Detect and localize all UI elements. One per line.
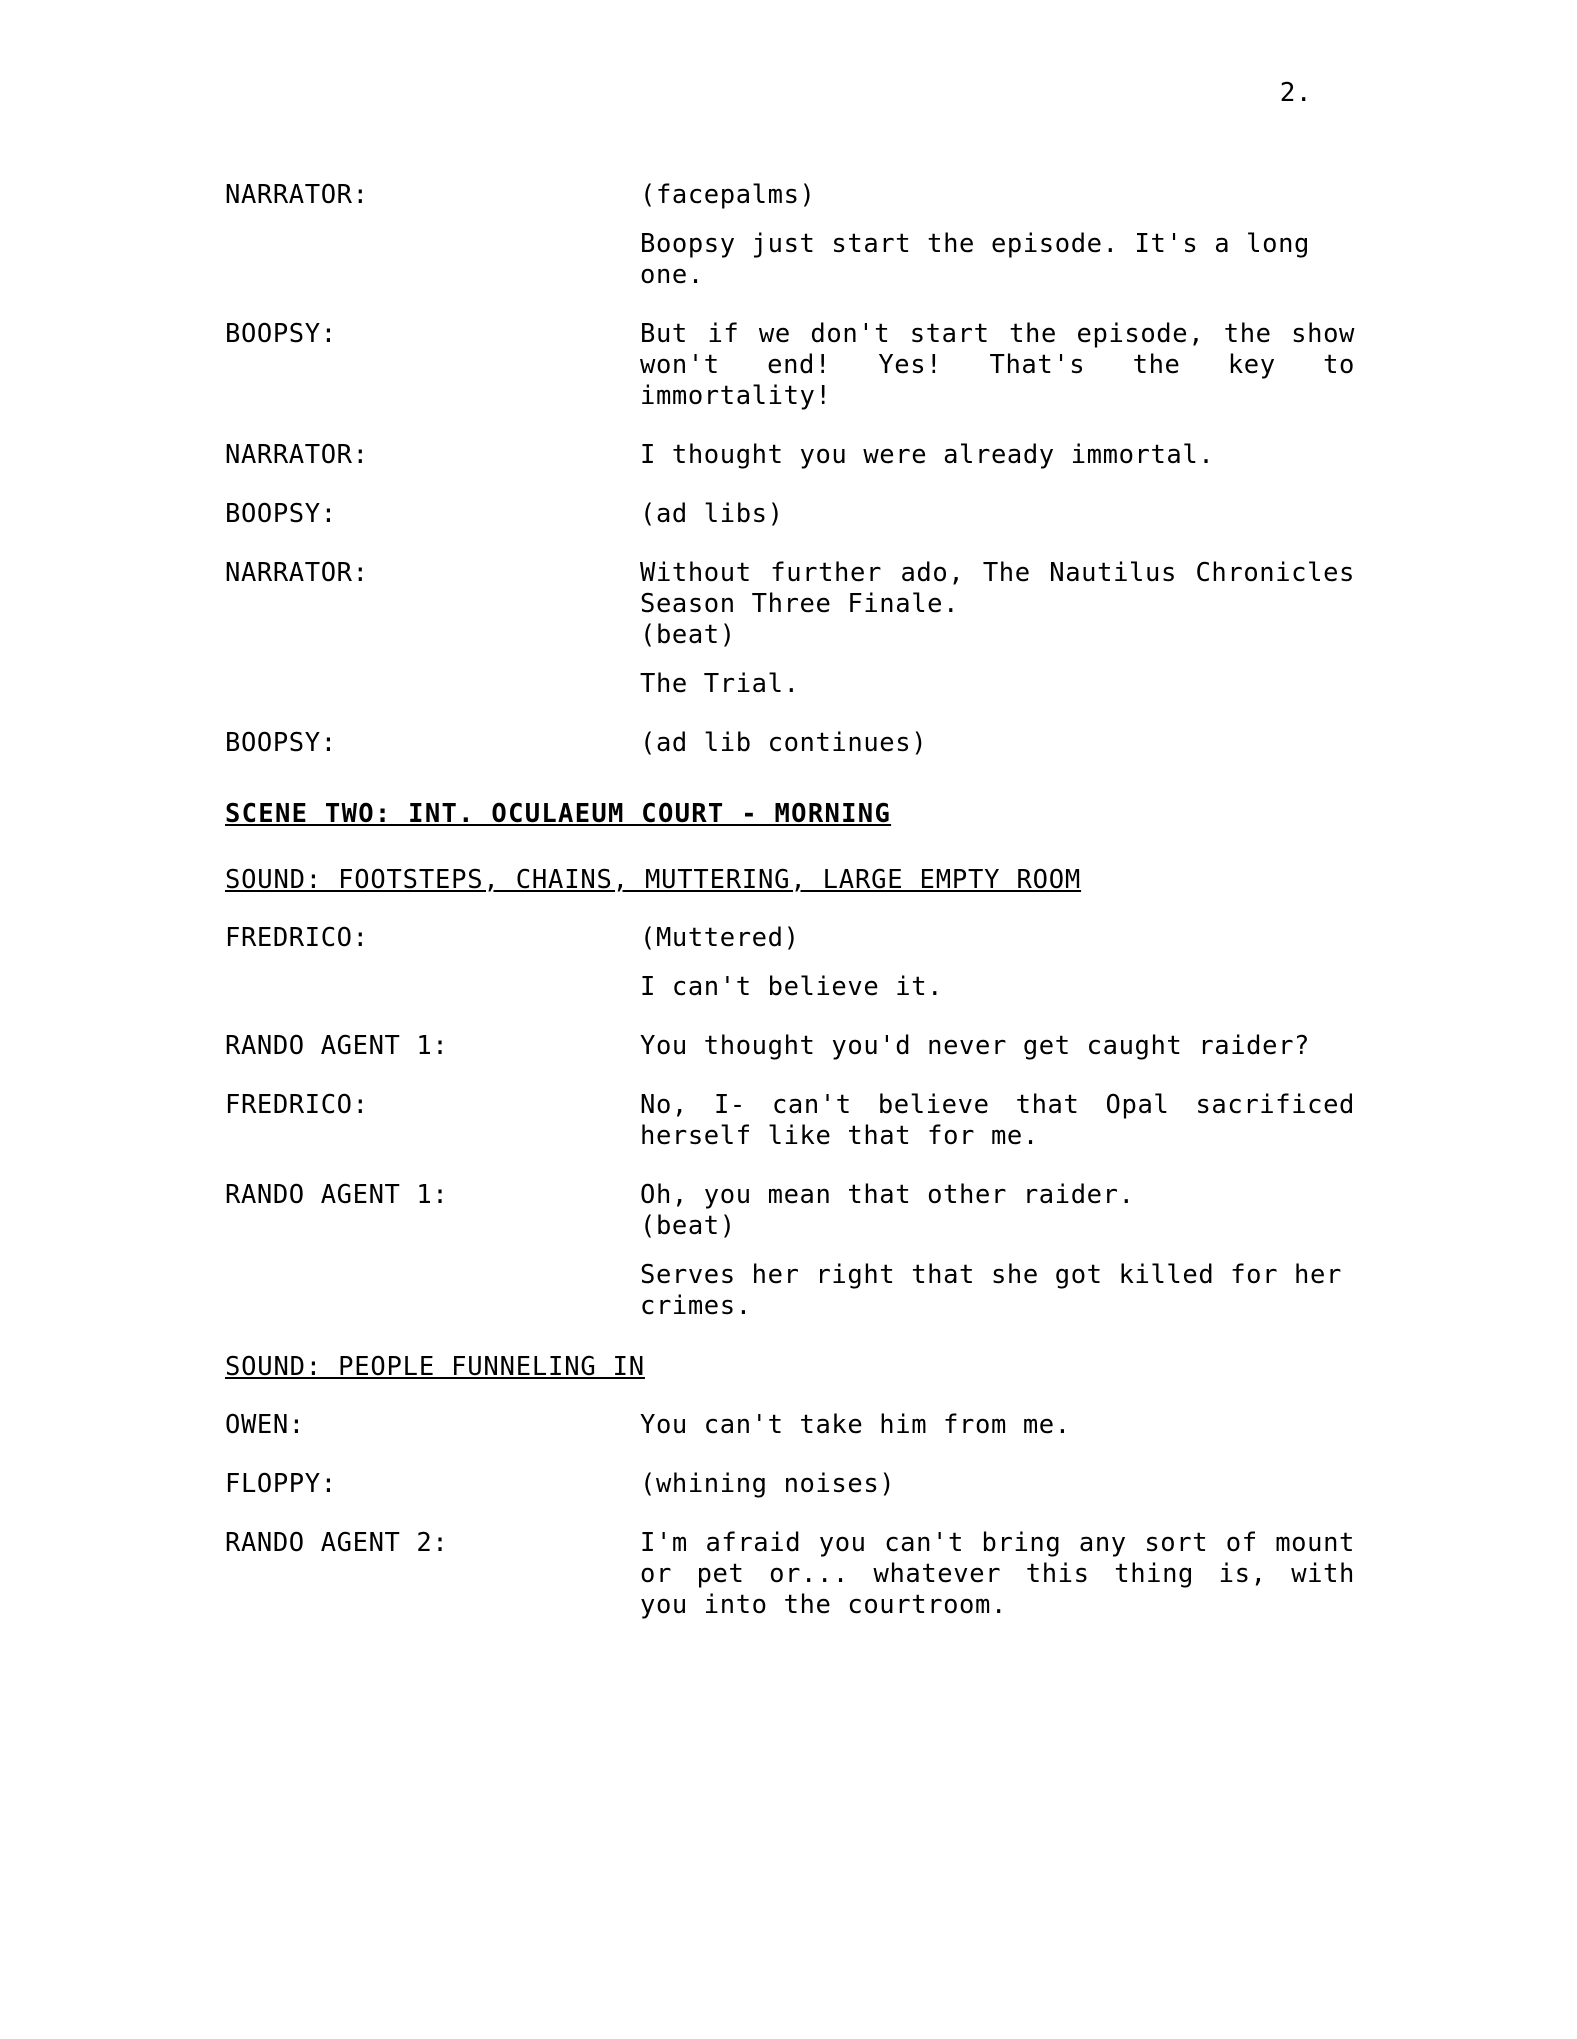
sound-heading: SOUND: FOOTSTEPS, CHAINS, MUTTERING, LARGE EMPTY ROOM xyxy=(225,865,1082,895)
dialogue-line xyxy=(225,499,1355,530)
dialogue-text: You thought you'd never get caught raider? xyxy=(640,1031,1310,1061)
dialogue-text: (whining noises) xyxy=(640,1469,896,1499)
sound-heading: SOUND: PEOPLE FUNNELING IN xyxy=(225,1352,645,1382)
character-cue: RANDO AGENT 1: xyxy=(225,1180,449,1210)
character-cue: BOOPSY: xyxy=(225,499,337,529)
dialogue-text: But if we don't start the episode, the show won't end! Yes! That's the key to immortality! xyxy=(640,319,1371,411)
character-cue: RANDO AGENT 2: xyxy=(225,1528,449,1558)
dialogue-parenthetical: (beat) xyxy=(640,1211,736,1241)
dialogue-text: (Muttered) xyxy=(640,923,800,953)
dialogue-continued-text: I can't believe it. xyxy=(640,972,944,1002)
dialogue-block xyxy=(225,923,1355,1003)
dialogue-block xyxy=(225,319,1371,412)
dialogue-text: (facepalms) xyxy=(640,180,816,210)
dialogue-continued-text: The Trial. xyxy=(640,669,800,699)
character-cue: FREDRICO: xyxy=(225,1090,369,1120)
dialogue-line xyxy=(225,1528,1371,1621)
dialogue-line xyxy=(225,1410,1355,1441)
character-cue: BOOPSY: xyxy=(225,319,337,349)
script-body xyxy=(225,180,1371,1649)
character-cue: FLOPPY: xyxy=(225,1469,337,1499)
dialogue-line xyxy=(225,1469,1355,1500)
dialogue-continued-text: Boopsy just start the episode. It's a long one. xyxy=(640,229,1326,290)
dialogue-text: (ad libs) xyxy=(640,499,784,529)
dialogue-line xyxy=(225,319,1371,412)
dialogue-text: I'm afraid you can't bring any sort of mount or pet or... whatever this thing is, with you into the courtroom. xyxy=(640,1528,1371,1620)
line-spacer xyxy=(225,651,1355,669)
dialogue-text: (ad lib continues) xyxy=(640,728,928,758)
dialogue-block xyxy=(225,1469,1355,1500)
dialogue-text: No, I- can't believe that Opal sacrificed herself like that for me. xyxy=(640,1090,1371,1151)
dialogue-text: Oh, you mean that other raider. xyxy=(640,1180,1135,1210)
dialogue-block xyxy=(225,1528,1371,1621)
dialogue-block xyxy=(225,499,1355,530)
dialogue-text: Without further ado, The Nautilus Chronicles Season Three Finale. xyxy=(640,558,1371,619)
character-cue: OWEN: xyxy=(225,1410,305,1440)
dialogue-line xyxy=(225,728,1355,759)
dialogue-block xyxy=(225,1180,1358,1322)
line-spacer xyxy=(225,954,1355,972)
dialogue-block xyxy=(225,728,1355,759)
scene-heading: SCENE TWO: INT. OCULAEUM COURT - MORNING xyxy=(225,799,892,829)
character-cue: NARRATOR: xyxy=(225,440,369,470)
dialogue-block xyxy=(225,180,1355,291)
dialogue-line xyxy=(225,1031,1355,1062)
dialogue-text: You can't take him from me. xyxy=(640,1410,1071,1440)
character-cue: RANDO AGENT 1: xyxy=(225,1031,449,1061)
dialogue-line xyxy=(225,1090,1371,1152)
dialogue-line xyxy=(225,440,1355,471)
character-cue: BOOPSY: xyxy=(225,728,337,758)
dialogue-line xyxy=(225,923,1355,954)
line-spacer xyxy=(225,1242,1355,1260)
dialogue-block xyxy=(225,1410,1355,1441)
dialogue-parenthetical: (beat) xyxy=(640,620,736,650)
character-cue: FREDRICO: xyxy=(225,923,369,953)
character-cue: NARRATOR: xyxy=(225,558,369,588)
dialogue-line xyxy=(225,558,1371,620)
dialogue-block xyxy=(225,1031,1355,1062)
dialogue-line xyxy=(225,1180,1355,1211)
line-spacer xyxy=(225,211,1355,229)
page-number: 2. xyxy=(1279,78,1312,108)
dialogue-block xyxy=(225,440,1355,471)
dialogue-continued-text: Serves her right that she got killed for her crimes. xyxy=(640,1260,1358,1321)
dialogue-block xyxy=(225,558,1371,700)
character-cue: NARRATOR: xyxy=(225,180,369,210)
dialogue-block xyxy=(225,1090,1371,1152)
dialogue-line xyxy=(225,180,1355,211)
dialogue-text: I thought you were already immortal. xyxy=(640,440,1215,470)
